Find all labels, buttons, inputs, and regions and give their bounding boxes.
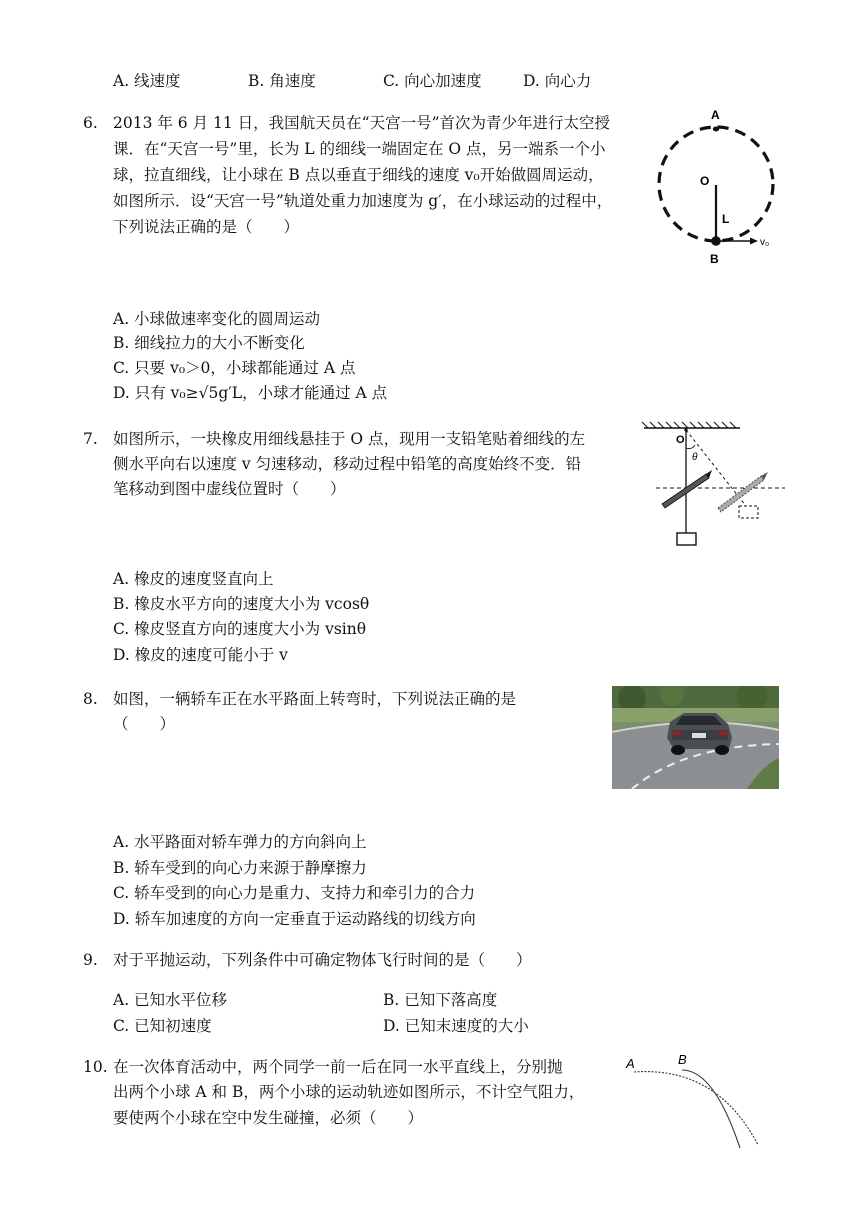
q6-label-b: B [710,252,719,266]
q10-label-a: A [626,1056,635,1071]
q10-number: 10. [83,1058,108,1076]
q9-option-d: D. 已知末速度的大小 [383,1017,529,1035]
q10-text-line: 要使两个小球在空中发生碰撞，必须（ ） [113,1109,424,1127]
q10-text-line: 在一次体育活动中，两个同学一前一后在同一水平直线上，分别抛 [113,1058,563,1076]
q8-car-photo [612,686,779,789]
q9-number: 9. [83,951,98,969]
q10-text-line: 出两个小球 A 和 B，两个小球的运动轨迹如图所示，不计空气阻力， [113,1083,585,1101]
q6-option-a: A. 小球做速率变化的圆周运动 [113,310,321,328]
q7-text-line: 如图所示，一块橡皮用细线悬挂于 O 点，现用一支铅笔贴着细线的左 [113,430,586,448]
q7-number: 7. [83,430,98,448]
q9-text-line: 对于平抛运动，下列条件中可确定物体飞行时间的是（ ） [113,951,532,969]
q8-option-a: A. 水平路面对轿车弹力的方向斜向上 [113,833,367,851]
q7-text-line: 侧水平向右以速度 v 匀速移动，移动过程中铅笔的高度始终不变．铅 [113,455,582,473]
q9-option-c: C. 已知初速度 [113,1017,212,1035]
q6-option-d: D. 只有 v₀≥√5g′L，小球才能通过 A 点 [113,384,388,402]
q7-option-d: D. 橡皮的速度可能小于 v [113,646,288,664]
q8-option-b: B. 轿车受到的向心力来源于静摩擦力 [113,859,367,877]
q6-label-a: A [711,108,720,122]
q6-text-line: 下列说法正确的是（ ） [113,218,300,236]
q8-text-line: （ ） [113,715,176,733]
q6-option-c: C. 只要 v₀＞0，小球都能通过 A 点 [113,359,356,377]
q6-text-line: 课．在“天宫一号”里，长为 L 的细线一端固定在 O 点，另一端系一个小 [113,140,606,158]
q8-option-c: C. 轿车受到的向心力是重力、支持力和牵引力的合力 [113,884,476,902]
q6-label-l: L [722,212,730,226]
q5-option-b: B. 角速度 [248,72,316,90]
q6-text-line: 球，拉直细线，让小球在 B 点以垂直于细线的速度 v₀开始做圆周运动， [113,166,604,184]
q8-text-line: 如图，一辆轿车正在水平路面上转弯时，下列说法正确的是 [113,690,517,708]
q8-option-d: D. 轿车加速度的方向一定垂直于运动路线的切线方向 [113,910,476,928]
q6-circle-figure [650,104,785,269]
q7-label-theta: θ [692,452,698,463]
q10-trajectory-figure [622,1050,772,1150]
q7-pencil-figure [640,418,785,553]
q10-label-b: B [678,1052,687,1067]
q6-label-o: O [700,174,710,188]
q6-number: 6. [83,114,98,132]
q6-text-line: 如图所示．设“天宫一号”轨道处重力加速度为 g′，在小球运动的过程中， [113,192,613,210]
q5-option-a: A. 线速度 [113,72,181,90]
q6-label-v0: v₀ [760,237,770,248]
q6-option-b: B. 细线拉力的大小不断变化 [113,334,305,352]
q6-text-line: 2013 年 6 月 11 日，我国航天员在“天宫一号”首次为青少年进行太空授 [113,114,611,132]
q5-option-d: D. 向心力 [523,72,592,90]
q7-option-b: B. 橡皮水平方向的速度大小为 vcosθ [113,595,370,613]
q7-text-line: 笔移动到图中虚线位置时（ ） [113,480,346,498]
q7-option-c: C. 橡皮竖直方向的速度大小为 vsinθ [113,620,367,638]
q5-option-c: C. 向心加速度 [383,72,482,90]
q7-option-a: A. 橡皮的速度竖直向上 [113,570,274,588]
q9-option-b: B. 已知下落高度 [383,991,498,1009]
q9-option-a: A. 已知水平位移 [113,991,228,1009]
q8-number: 8. [83,690,98,708]
q7-label-o: O [676,434,685,446]
